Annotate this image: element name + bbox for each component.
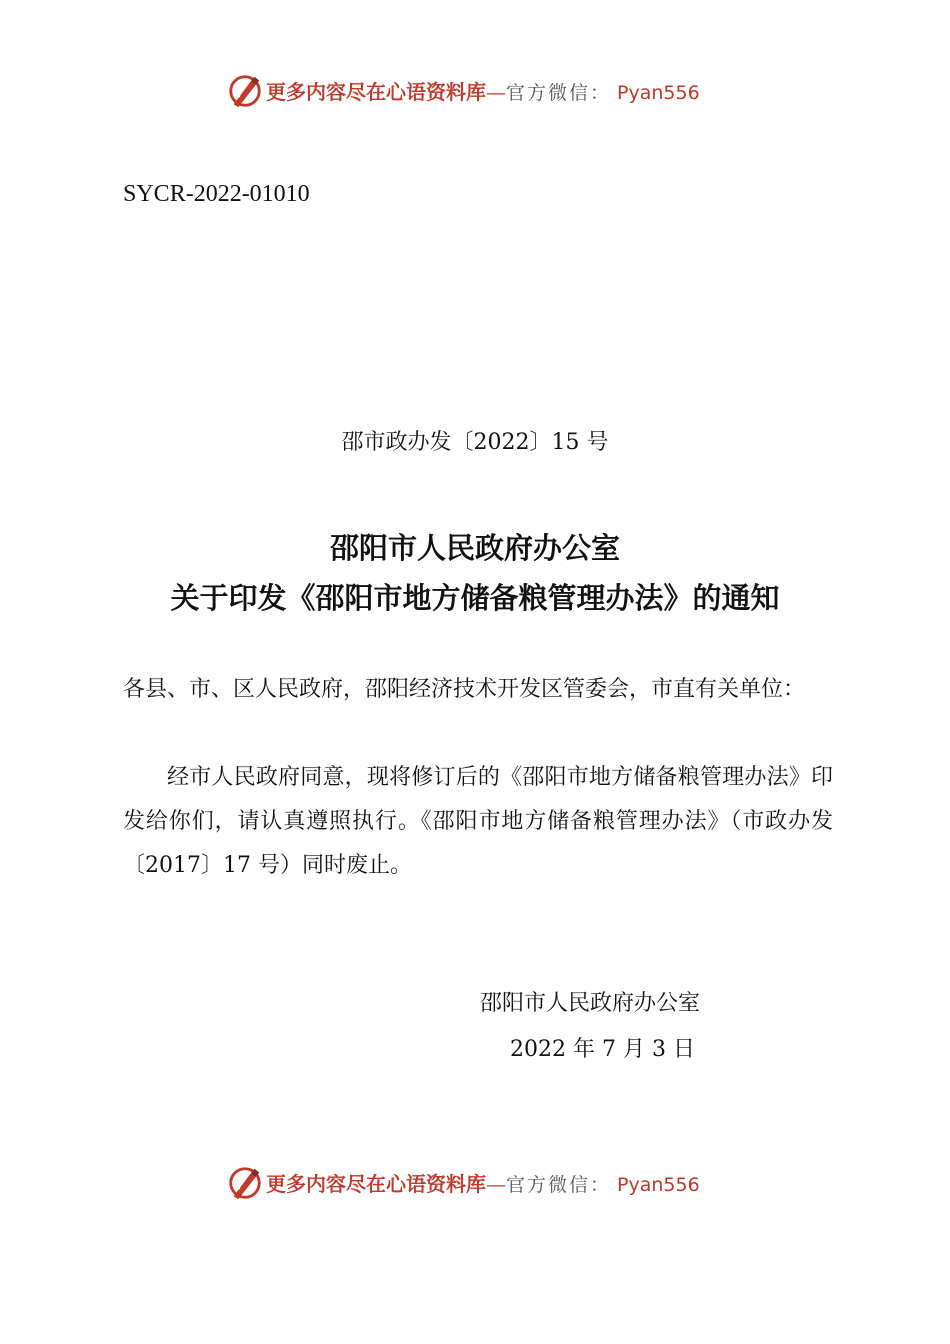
signature-organization: 邵阳市人民政府办公室: [480, 991, 701, 1016]
pen-logo-icon: [226, 1164, 264, 1202]
banner-dash: —: [486, 1172, 506, 1196]
document-title-line2: 关于印发《邵阳市地方储备粮管理办法》的通知: [170, 581, 780, 615]
banner-text: [266, 78, 700, 107]
banner-wechat-id: Pyan556: [617, 1174, 700, 1196]
banner-official-label: 官方微信：: [506, 1174, 612, 1196]
document-title-line1: 邵阳市人民政府办公室: [329, 531, 620, 565]
pen-logo-icon: [226, 72, 264, 110]
banner-dash: —: [486, 80, 506, 104]
banner-text: [266, 1170, 700, 1199]
banner-main-text: 更多内容尽在心语资料库: [266, 1172, 486, 1196]
footer-banner: [0, 1162, 950, 1206]
document-id-code: SYCR-2022-01010: [123, 181, 310, 207]
banner-official-label: 官方微信：: [506, 82, 612, 104]
signature-date: 2022 年 7 月 3 日: [510, 1037, 695, 1062]
addressee: 各县、市、区人民政府，邵阳经济技术开发区管委会，市直有关单位：: [123, 677, 806, 702]
document-number: 邵市政办发〔2022〕15 号: [341, 430, 609, 455]
header-banner: [0, 70, 950, 114]
banner-wechat-id: Pyan556: [617, 82, 700, 104]
body-paragraph: 经市人民政府同意，现将修订后的《邵阳市地方储备粮管理办法》印发给你们，请认真遵照执行。《邵阳市地方储备粮管理办法》（市政办发〔2017〕17 号）同时废止。: [123, 765, 833, 878]
banner-main-text: 更多内容尽在心语资料库: [266, 80, 486, 104]
